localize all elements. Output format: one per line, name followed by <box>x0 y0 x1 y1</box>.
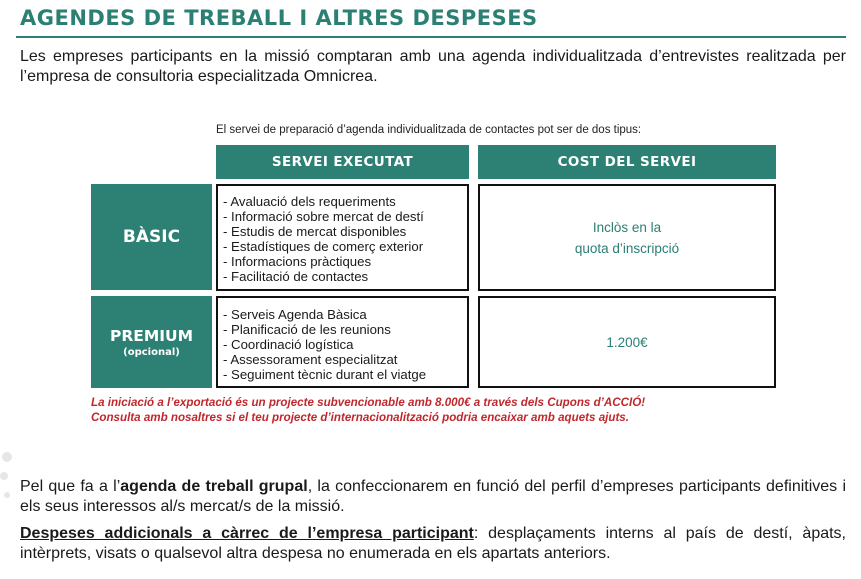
service-item: - Serveis Agenda Bàsica <box>223 307 367 322</box>
service-item: - Assessorament especialitzat <box>223 352 398 367</box>
title-divider <box>16 36 846 38</box>
service-item: - Informació sobre mercat de destí <box>223 209 424 224</box>
p1-before: Pel que fa a l’ <box>20 478 121 495</box>
group-agenda-paragraph <box>20 477 846 517</box>
service-item: - Facilitació de contactes <box>223 269 369 284</box>
basic-cost-cell <box>478 184 776 291</box>
service-item: - Coordinació logística <box>223 337 354 352</box>
page-title: AGENDES DE TREBALL I ALTRES DESPESES <box>20 6 538 30</box>
p2-after: : desplaçaments interns al país de destí, àpats, intèrprets, visats o qualsevol altra despesa no enumerada en els apartats anteriors. <box>20 525 847 562</box>
basic-services-cell <box>216 184 469 291</box>
decorative-dot <box>0 472 8 480</box>
row-label-premium-text: PREMIUM <box>109 326 194 345</box>
p1-bold: agenda de treball grupal <box>120 478 308 495</box>
premium-services-cell <box>216 296 469 388</box>
basic-cost-line1: Inclòs en la <box>592 219 662 235</box>
table-caption: El servei de preparació d’agenda individualitzada de contactes pot ser de dos tipus: <box>216 124 642 136</box>
subsidy-note-line2: Consulta amb nosaltres si el teu projecte d’internacionalització podria encaixar amb aquets ajuts. <box>91 411 629 424</box>
service-item: - Planificació de les reunions <box>223 322 391 337</box>
service-item: - Avaluació dels requeriments <box>223 194 396 209</box>
service-item: - Estudis de mercat disponibles <box>223 224 407 239</box>
decorative-dot <box>2 452 12 462</box>
additional-expenses-paragraph <box>20 524 846 564</box>
subsidy-note-line1: La iniciació a l’exportació és un projecte subvencionable amb 8.000€ a través dels Cupons d’ACCIÓ! <box>91 396 646 409</box>
row-label-premium-sub: (opcional) <box>123 346 180 358</box>
intro-paragraph: Les empreses participants en la missió comptaran amb una agenda individualitzada d’entrevistes realitzada per l’empresa de consultoria especialitzada Omnicrea. <box>20 48 846 85</box>
subsidy-note <box>91 395 781 425</box>
service-item: - Seguiment tècnic durant el viatge <box>223 367 427 382</box>
p2-underlined: Despeses addicionals a càrrec de l’empresa participant <box>20 525 474 542</box>
p1-after: , la confeccionarem en funció del perfil d’empreses participants definitives i els seus interessos al/s mercat/s de la missió. <box>20 478 847 515</box>
decorative-dot <box>4 492 10 498</box>
service-item: - Estadístiques de comerç exterior <box>223 239 424 254</box>
header-servei-executat: SERVEI EXECUTAT <box>216 145 469 179</box>
service-item: - Informacions pràctiques <box>223 254 372 269</box>
header-cost-servei: COST DEL SERVEI <box>478 145 776 179</box>
premium-cost-value: 1.200€ <box>606 334 648 350</box>
premium-cost-cell <box>478 296 776 388</box>
row-label-premium <box>91 296 212 388</box>
row-label-basic <box>91 184 212 290</box>
row-label-basic-text: BÀSIC <box>122 227 181 247</box>
basic-cost-line2: quota d’inscripció <box>574 240 680 256</box>
